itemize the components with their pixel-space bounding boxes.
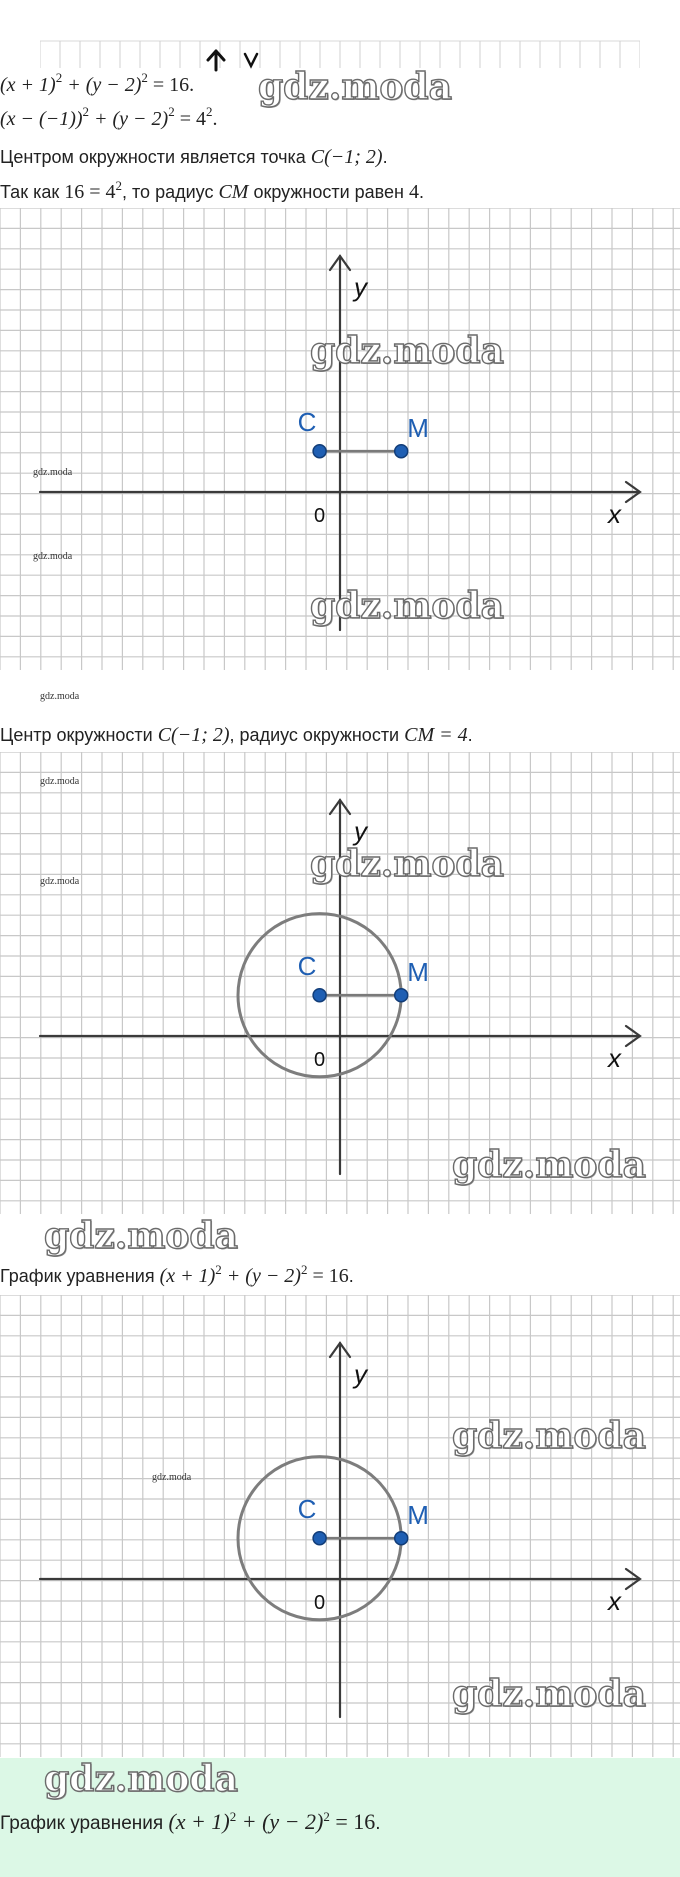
watermark: gdz.moda (44, 1758, 238, 1800)
watermark-small: gdz.moda (33, 551, 73, 562)
point-m (395, 445, 408, 458)
arrow-up-button[interactable] (204, 48, 230, 74)
watermark: gdz.moda (44, 1215, 238, 1257)
text-graph-caption: График уравнения $(x + 1)^2 + (y - 2)^2 = 16$. (0, 1262, 354, 1287)
origin-label: 0 (314, 1592, 326, 1614)
axes (40, 1343, 640, 1717)
axes (40, 256, 640, 630)
equation-1: $(x + 1)^2 + (y - 2)^2 = 16$. (0, 70, 195, 96)
watermark-small: gdz.moda (152, 1472, 192, 1483)
x-axis-label: x (608, 1043, 621, 1073)
watermark-small: gdz.moda (40, 876, 80, 887)
watermark: gdz.moda (310, 330, 504, 372)
arrow-down-icon (243, 51, 259, 69)
text-radius: Так как $16 = 4^2$, то радиус CM окружности равен 4. (0, 178, 424, 203)
point-m-label: M (407, 413, 429, 444)
text-center-radius: Центр окружности C(−1; 2), радиус окружности CM = 4. (0, 724, 473, 746)
arrow-up-icon (204, 48, 228, 72)
point-m (395, 1532, 408, 1545)
watermark: gdz.moda (452, 1415, 646, 1457)
point-m-label: M (407, 1500, 429, 1531)
y-axis-label: y (354, 1359, 367, 1389)
watermark: gdz.moda (452, 1144, 646, 1186)
origin-label: 0 (314, 1049, 326, 1071)
x-axis-label: x (608, 499, 621, 529)
watermark: gdz.moda (310, 585, 504, 627)
watermark-small: gdz.moda (40, 691, 80, 702)
point-c-label: C (297, 1494, 317, 1525)
watermark-small: gdz.moda (40, 776, 80, 787)
point-m-label: M (407, 957, 429, 988)
watermark: gdz.moda (258, 66, 452, 108)
point-c-label: C (297, 951, 317, 982)
point-c (313, 1532, 326, 1545)
text-center-point: Центром окружности является точка C(−1; 2). (0, 146, 388, 168)
x-axis-label: x (608, 1586, 621, 1616)
answer-text: График уравнения $(x + 1)^2 + (y - 2)^2 = 16$. (0, 1809, 381, 1834)
origin-label: 0 (314, 505, 326, 527)
y-axis-label: y (354, 816, 367, 846)
watermark: gdz.moda (452, 1673, 646, 1715)
watermark: gdz.moda (310, 843, 504, 885)
point-c (313, 445, 326, 458)
y-axis-label: y (354, 272, 367, 302)
watermark-small: gdz.moda (33, 467, 73, 478)
point-c-label: C (297, 407, 317, 438)
eq1-lhs: (x + 1) (0, 74, 56, 96)
point-c (313, 989, 326, 1002)
point-m (395, 989, 408, 1002)
equation-2: $(x - (-1))^2 + (y - 2)^2 = 4^2$. (0, 104, 218, 130)
